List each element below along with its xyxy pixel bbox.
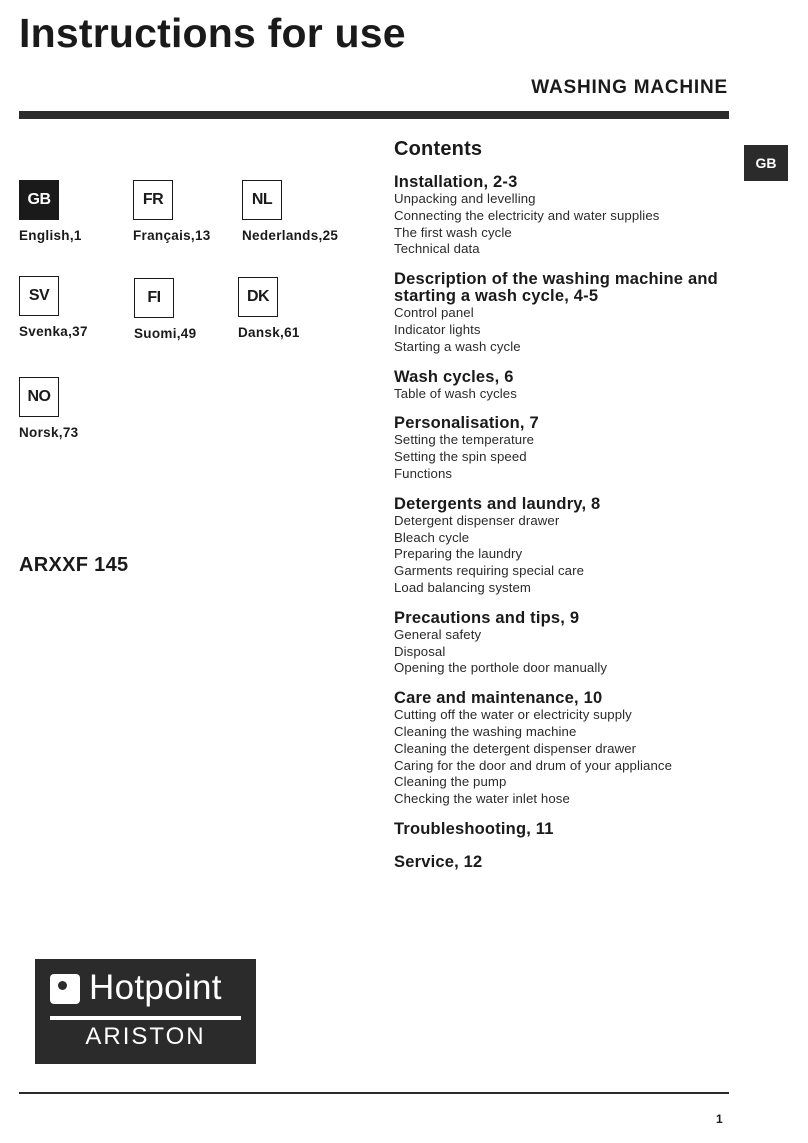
language-label: English,1 (19, 228, 82, 243)
toc-item[interactable]: Preparing the laundry (394, 546, 523, 562)
toc-item[interactable]: The first wash cycle (394, 224, 512, 240)
bottom-divider (19, 1092, 729, 1094)
toc-item[interactable]: Cutting off the water or electricity supply (394, 707, 632, 723)
top-divider (19, 111, 729, 119)
toc-item[interactable]: Setting the temperature (394, 432, 535, 448)
toc-item[interactable]: Opening the porthole door manually (394, 660, 608, 676)
language-label: Norsk,73 (19, 425, 79, 440)
language-fi[interactable] (134, 278, 196, 341)
toc-item[interactable]: Cleaning the detergent dispenser drawer (394, 740, 637, 756)
toc-item[interactable]: Bleach cycle (394, 529, 470, 545)
toc-section-heading[interactable]: Wash cycles, 6 (394, 367, 514, 386)
toc-section-wash-cycles (394, 369, 734, 403)
toc-item[interactable]: Caring for the door and drum of your appliance (394, 757, 673, 773)
toc-section-heading[interactable]: Detergents and laundry, 8 (394, 494, 601, 513)
toc-item[interactable]: Checking the water inlet hose (394, 791, 570, 807)
toc-item[interactable]: Functions (394, 465, 453, 481)
toc-section-heading[interactable]: Installation, 2-3 (394, 173, 518, 191)
language-code-box: FI (134, 278, 174, 318)
toc-section-troubleshooting (394, 821, 734, 838)
language-code-box: GB (19, 180, 59, 220)
toc-item[interactable]: Cleaning the washing machine (394, 723, 577, 739)
toc-item[interactable]: Disposal (394, 643, 446, 659)
language-label: Français,13 (133, 228, 211, 243)
toc-item[interactable]: Setting the spin speed (394, 449, 527, 465)
toc-item[interactable]: Garments requiring special care (394, 563, 585, 579)
toc-item[interactable]: Table of wash cycles (394, 385, 517, 401)
toc-item[interactable]: Control panel (394, 305, 474, 321)
page-number: 1 (716, 1112, 723, 1126)
document-subtitle: WASHING MACHINE (531, 77, 728, 98)
language-dk[interactable] (238, 277, 300, 340)
language-fr[interactable] (133, 180, 211, 243)
language-no[interactable] (19, 377, 78, 440)
toc-item[interactable]: Unpacking and levelling (394, 191, 536, 206)
toc-item[interactable]: General safety (394, 626, 482, 642)
document-title: Instructions for use (19, 10, 406, 56)
toc-section-description (394, 271, 734, 355)
language-code-box: DK (238, 277, 278, 317)
toc-item[interactable]: Technical data (394, 241, 480, 257)
logo-brand-text: Hotpoint (89, 968, 222, 1007)
toc-section-detergents (394, 496, 734, 597)
language-code-box: NO (19, 377, 59, 417)
language-gb[interactable] (19, 180, 82, 243)
toc-item[interactable]: Connecting the electricity and water supplies (394, 207, 660, 223)
toc-item[interactable]: Cleaning the pump (394, 774, 507, 790)
language-label: Dansk,61 (238, 325, 300, 340)
language-code-box: FR (133, 180, 173, 220)
toc-section-personalisation (394, 415, 734, 482)
language-code-box: NL (242, 180, 282, 220)
language-label: Svenka,37 (19, 324, 88, 339)
table-of-contents (394, 138, 734, 884)
toc-item[interactable]: Detergent dispenser drawer (394, 512, 560, 528)
toc-section-installation (394, 174, 734, 258)
contents-title: Contents (394, 138, 483, 160)
hotpoint-mark-icon (50, 974, 80, 1004)
language-code-box: SV (19, 276, 59, 316)
hotpoint-ariston-logo (35, 959, 256, 1064)
model-number: ARXXF 145 (19, 554, 129, 576)
toc-section-heading[interactable]: Service, 12 (394, 852, 483, 871)
toc-section-heading[interactable]: Precautions and tips, 9 (394, 608, 580, 627)
toc-section-care (394, 690, 734, 808)
language-sv[interactable] (19, 276, 88, 339)
toc-section-heading[interactable]: Personalisation, 7 (394, 414, 539, 433)
language-tab: GB (744, 145, 788, 181)
logo-divider (50, 1016, 241, 1020)
language-label: Nederlands,25 (242, 228, 339, 243)
toc-section-heading[interactable]: Troubleshooting, 11 (394, 819, 554, 838)
toc-section-heading[interactable]: Care and maintenance, 10 (394, 689, 603, 708)
toc-item[interactable]: Starting a wash cycle (394, 338, 521, 354)
language-label: Suomi,49 (134, 326, 197, 341)
toc-item[interactable]: Load balancing system (394, 579, 531, 595)
toc-section-service (394, 854, 734, 871)
logo-sub-text: ARISTON (85, 1023, 206, 1050)
toc-item[interactable]: Indicator lights (394, 321, 481, 337)
language-nl[interactable] (242, 180, 338, 243)
toc-section-precautions (394, 610, 734, 677)
toc-section-heading[interactable]: Description of the washing machine and starting a wash cycle, 4-5 (394, 270, 718, 306)
